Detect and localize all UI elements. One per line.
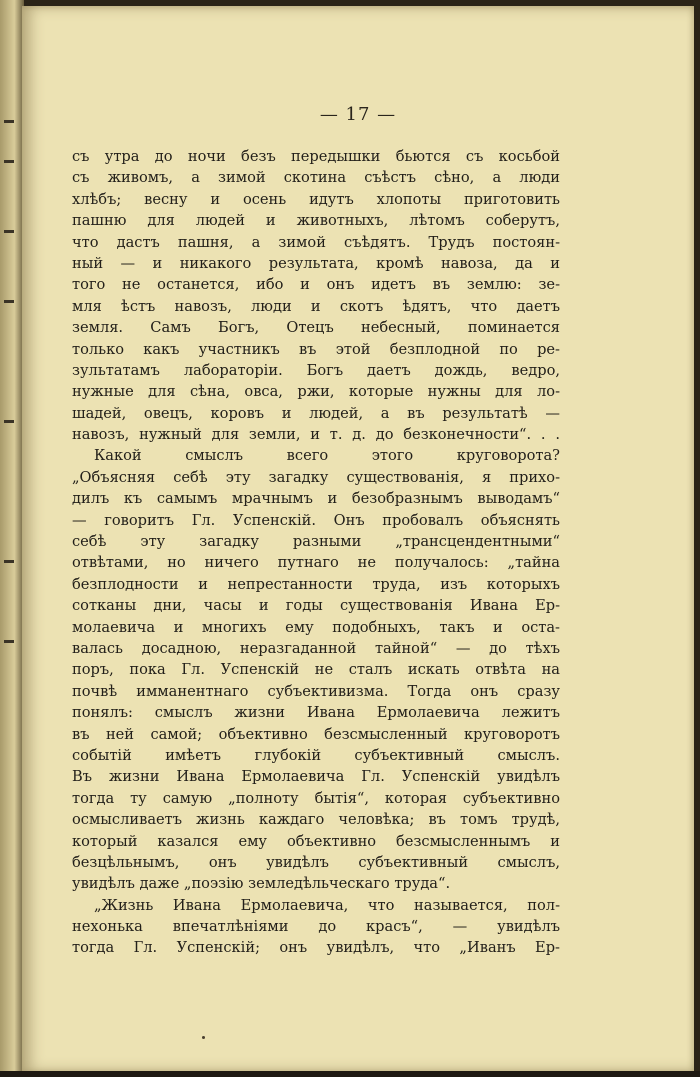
- text-line: Какой смыслъ всего этого круговорота?: [94, 447, 560, 465]
- text-line: событій имѣетъ глубокій субъективный смыслъ.: [72, 746, 560, 764]
- text-line: почвѣ имманентнаго субъективизма. Тогда онъ сразу: [72, 682, 560, 700]
- page-number: — 17 —: [319, 104, 397, 125]
- left-page-text-fragment: [4, 560, 14, 563]
- text-line: земля. Самъ Богъ, Отецъ небесный, поминается: [72, 319, 560, 337]
- text-line: осмысливаетъ жизнь каждаго человѣка; въ томъ трудѣ,: [72, 811, 560, 829]
- text-line: Въ жизни Ивана Ермолаевича Гл. Успенскій увидѣлъ: [72, 768, 560, 786]
- left-page-text-fragment: [4, 230, 14, 233]
- text-line: только какъ участникъ въ этой безплодной по ре-: [72, 340, 560, 358]
- text-line: молаевича и многихъ ему подобныхъ, такъ и оста-: [72, 618, 560, 636]
- text-line: „Жизнь Ивана Ермолаевича, что называется, пол-: [94, 896, 560, 914]
- text-line: того не останется, ибо и онъ идетъ въ землю: зе-: [72, 276, 560, 294]
- text-line: тогда ту самую „полноту бытія“, которая субъективно: [72, 789, 560, 807]
- text-line: увидѣлъ даже „поэзію земледѣльческаго труда“.: [72, 875, 451, 893]
- text-line: валась досадною, неразгаданной тайной“ — до тѣхъ: [72, 639, 560, 657]
- text-line: отвѣтами, но ничего путнаго не получалось: „тайна: [72, 554, 560, 572]
- text-line: сотканы дни, часы и годы существованія Ивана Ер-: [72, 597, 560, 615]
- text-line: съ утра до ночи безъ передышки бьются съ косьбой: [72, 148, 560, 165]
- text-line: — говоритъ Гл. Успенскій. Онъ пробовалъ объяснять: [72, 511, 560, 529]
- book-page: [22, 6, 694, 1072]
- text-line: нужные для сѣна, овса, ржи, которые нужны для ло-: [72, 383, 560, 401]
- left-page-edge: [0, 0, 24, 1077]
- text-line: съ живомъ, а зимой скотина съѣстъ сѣно, а люди: [72, 169, 560, 187]
- text-line: ный — и никакого результата, кромѣ навоза, да и: [72, 254, 560, 272]
- text-line: дилъ къ самымъ мрачнымъ и безобразнымъ выводамъ“: [72, 490, 560, 508]
- text-line: нехонька впечатлѣніями до красъ“, — увидѣлъ: [72, 918, 560, 936]
- left-page-text-fragment: [4, 300, 14, 303]
- text-line: въ ней самой; объективно безсмысленный круговоротъ: [72, 725, 560, 743]
- text-line: хлѣбъ; весну и осень идутъ хлопоты приготовить: [72, 190, 560, 208]
- left-page-text-fragment: [4, 420, 14, 423]
- text-line: который казался ему объективно безсмысленнымъ и: [72, 832, 560, 850]
- left-page-text-fragment: [4, 160, 14, 163]
- text-line: „Объясняя себѣ эту загадку существованія, я прихо-: [72, 468, 560, 486]
- text-line: мля ѣстъ навозъ, люди и скотъ ѣдятъ, что даетъ: [72, 297, 560, 315]
- text-line: себѣ эту загадку разными „трансцендентными“: [72, 533, 560, 551]
- text-line: зультатамъ лабораторіи. Богъ даетъ дождь, ведро,: [72, 361, 560, 379]
- bottom-edge: [0, 1071, 700, 1077]
- text-line: пашню для людей и животныхъ, лѣтомъ соберутъ,: [72, 212, 560, 230]
- text-line: понялъ: смыслъ жизни Ивана Ермолаевича лежитъ: [72, 704, 560, 722]
- text-line: поръ, пока Гл. Успенскій не сталъ искать отвѣта на: [72, 661, 560, 679]
- text-line: тогда Гл. Успенскій; онъ увидѣлъ, что „Иванъ Ер-: [72, 939, 560, 957]
- left-page-text-fragment: [4, 120, 14, 123]
- text-line: безцѣльнымъ, онъ увидѣлъ субъективный смыслъ,: [72, 853, 560, 871]
- left-page-text-fragment: [4, 640, 14, 643]
- text-line: что дастъ пашня, а зимой съѣдятъ. Трудъ постоян-: [72, 233, 560, 251]
- text-line: безплодности и непрестанности труда, изъ которыхъ: [72, 575, 560, 593]
- text-line: шадей, овецъ, коровъ и людей, а въ результатѣ —: [72, 404, 560, 422]
- ink-speck: [202, 1036, 205, 1039]
- body-text: [72, 146, 560, 959]
- text-line: навозъ, нужный для земли, и т. д. до безконечности“. . .: [72, 426, 560, 444]
